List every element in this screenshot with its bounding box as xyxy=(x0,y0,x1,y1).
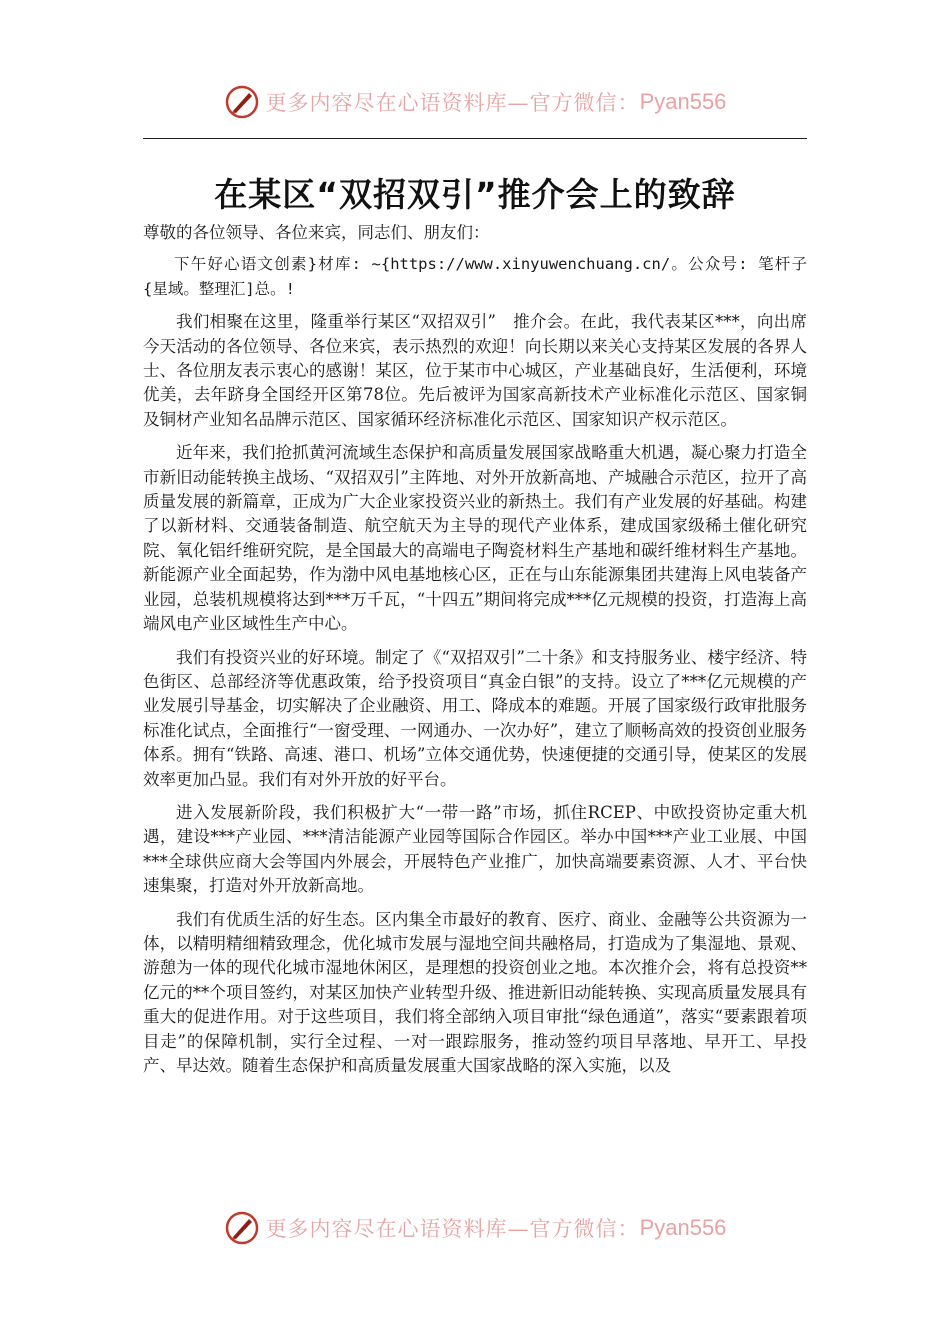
paragraph: 我们相聚在这里，隆重举行某区“双招双引” 推介会。在此，我代表某区***，向出席今天活动的各位领导、各位来宾，表示热烈的欢迎！向长期以来关心支持某区发展的各界人士、各位朋友表示衷心的感谢！某区，位于某市中心城区，产业基础良好，生活便利，环境优美，去年跻身全国经开区第78位。先后被评为国家高新技术产业标准化示范区、国家铜及铜材产业知名品牌示范区、国家循环经济标准化示范区、国家知识产权示范区。 xyxy=(143,312,807,429)
header-divider xyxy=(143,138,807,139)
paragraph: 我们有投资兴业的好环境。制定了《“双招双引”二十条》和支持服务业、楼宇经济、特色街区、总部经济等优惠政策，给予投资项目“真金白银”的支持。设立了***亿元规模的产业发展引导基金，切实解决了企业融资、用工、降成本的难题。开展了国家级行政审批服务标准化试点，全面推行“一窗受理、一网通办、一次办好”，建立了顺畅高效的投资创业服务体系。拥有“铁路、高速、港口、机场”立体交通优势，快速便捷的交通引导，使某区的发展效率更加凸显。我们有对外开放的好平台。 xyxy=(143,647,807,789)
paragraph: 进入发展新阶段，我们积极扩大“一带一路”市场，抓住RCEP、中欧投资协定重大机遇，建设***产业园、***清洁能源产业园等国际合作园区。举办中国***产业工业展、中国***全球供应商大会等国内外展会，开展特色产业推广，加快高端要素资源、人才、平台快速集聚，打造对外开放新高地。 xyxy=(143,802,807,896)
pen-logo-icon xyxy=(224,84,260,120)
pen-logo-icon xyxy=(224,1210,260,1246)
footer-watermark-banner xyxy=(0,1206,950,1250)
header-watermark-banner xyxy=(0,80,950,124)
banner-text: 更多内容尽在心语资料库—官方微信： xyxy=(265,91,640,115)
document-title: 在某区“双招双引”推介会上的致辞 xyxy=(214,175,736,215)
banner-brand: Pyan556 xyxy=(639,1215,727,1240)
paragraph: 近年来，我们抢抓黄河流域生态保护和高质量发展国家战略重大机遇，凝心聚力打造全市新旧动能转换主战场、“双招双引”主阵地、对外开放新高地、产城融合示范区，拉开了高质量发展的新篇章，正成为广大企业家投资兴业的新热土。我们有产业发展的好基础。构建了以新材料、交通装备制造、航空航天为主导的现代产业体系，建成国家级稀土催化研究院、氧化铝纤维研究院，是全国最大的高端电子陶瓷材料生产基地和碳纤维材料生产基地。新能源产业全面起势，作为渤中风电基地核心区，正在与山东能源集团共建海上风电装备产业园，总装机规模将达到***万千瓦，“十四五”期间将完成***亿元规模的投资，打造海上高端风电产业区域性生产中心。 xyxy=(143,443,807,634)
greeting: 尊敬的各位领导、各位来宾，同志们、朋友们： xyxy=(143,223,490,242)
paragraph: 我们有优质生活的好生态。区内集全市最好的教育、医疗、商业、金融等公共资源为一体，以精明精细精致理念，优化城市发展与湿地空间共融格局，打造成为了集湿地、景观、游憩为一体的现代化城市湿地休闲区，是理想的投资创业之地。本次推介会，将有总投资**亿元的**个项目签约，对某区加快产业转型升级、推进新旧动能转换、实现高质量发展具有重大的促进作用。对于这些项目，我们将全部纳入项目审批“绿色通道”，落实“要素跟着项目走”的保障机制，实行全过程、一对一跟踪服务，推动签约项目早落地、早开工、早投产、早达效。随着生态保护和高质量发展重大国家战略的深入实施，以及 xyxy=(143,909,807,1075)
source-note: 下午好心语文创素}材库: ~{https://www.xinyuwenchuang.cn/。公众号: 笔杆子{星域。整理汇]总。! xyxy=(143,255,807,298)
banner-brand: Pyan556 xyxy=(639,89,727,114)
document-body xyxy=(143,221,807,1087)
banner-text: 更多内容尽在心语资料库—官方微信： xyxy=(265,1217,640,1241)
